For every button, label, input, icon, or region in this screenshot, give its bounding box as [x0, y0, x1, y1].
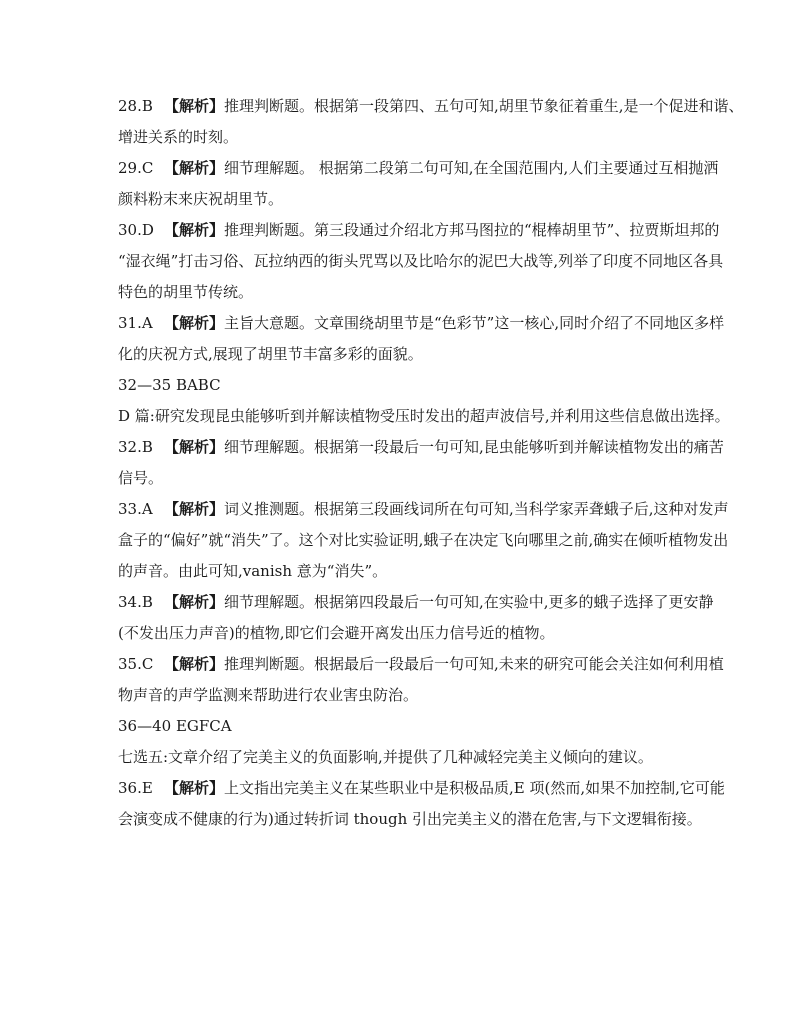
line-text: 盒子的“偏好”就“消失”了。这个对比实验证明,蛾子在决定飞向哪里之前,确实在倾听植物发出	[118, 531, 729, 549]
line-text: 主旨大意题。文章围绕胡里节是“色彩节”这一核心,同时介绍了不同地区多样	[224, 314, 725, 332]
analysis-tag: 【解析】	[164, 159, 225, 177]
text-line	[118, 344, 698, 364]
analysis-tag: 【解析】	[164, 221, 225, 239]
line-text: 词义推测题。根据第三段画线词所在句可知,当科学家弄聋蛾子后,这种对发声	[224, 500, 729, 518]
text-line	[118, 127, 698, 147]
answer-explanations	[118, 96, 744, 840]
line-text: 推理判断题。第三段通过介绍北方邦马图拉的“棍棒胡里节”、拉贾斯坦邦的	[224, 221, 720, 239]
analysis-tag: 【解析】	[164, 593, 225, 611]
question-number: 31.A	[118, 314, 153, 332]
question-number: 36.E	[118, 779, 153, 797]
analysis-tag: 【解析】	[164, 314, 225, 332]
text-line	[118, 809, 702, 829]
line-text: 细节理解题。根据第一段最后一句可知,昆虫能够听到并解读植物发出的痛苦	[224, 438, 724, 456]
line-text: “湿衣绳”打击习俗、瓦拉纳西的街头咒骂以及比哈尔的泥巴大战等,列举了印度不同地区各具	[118, 252, 724, 270]
line-text: 36—40 EGFCA	[118, 717, 232, 735]
text-line	[118, 220, 720, 240]
question-number: 33.A	[118, 500, 153, 518]
line-text: 七选五:文章介绍了完美主义的负面影响,并提供了几种减轻完美主义倾向的建议。	[118, 748, 653, 766]
text-line	[118, 499, 729, 519]
question-number: 28.B	[118, 97, 153, 115]
text-line	[118, 189, 698, 209]
text-line	[118, 654, 724, 674]
text-line	[118, 313, 725, 333]
text-line	[118, 406, 730, 426]
text-line	[118, 747, 698, 767]
text-line	[118, 282, 698, 302]
line-text: 细节理解题。根据第四段最后一句可知,在实验中,更多的蛾子选择了更安静	[224, 593, 714, 611]
text-line	[118, 561, 698, 581]
line-text: 推理判断题。根据最后一段最后一句可知,未来的研究可能会关注如何利用植	[224, 655, 724, 673]
question-number: 32.B	[118, 438, 153, 456]
analysis-tag: 【解析】	[164, 655, 225, 673]
text-line	[118, 530, 729, 550]
question-number: 35.C	[118, 655, 154, 673]
text-line	[118, 685, 698, 705]
line-text: 颜料粉末来庆祝胡里节。	[118, 190, 284, 208]
line-text: D 篇:研究发现昆虫能够听到并解读植物受压时发出的超声波信号,并利用这些信息做出选择。	[118, 407, 730, 425]
analysis-tag: 【解析】	[164, 438, 225, 456]
line-text: 特色的胡里节传统。	[118, 283, 254, 301]
line-text: 32—35 BABC	[118, 376, 221, 394]
text-line	[118, 468, 698, 488]
text-line	[118, 251, 724, 271]
line-text: 增进关系的时刻。	[118, 128, 239, 146]
text-line	[118, 375, 698, 395]
text-line	[118, 778, 725, 798]
analysis-tag: 【解析】	[164, 97, 225, 115]
analysis-tag: 【解析】	[164, 779, 225, 797]
text-line	[118, 592, 714, 612]
analysis-tag: 【解析】	[164, 500, 225, 518]
text-line	[118, 158, 719, 178]
text-line	[118, 96, 744, 116]
text-line	[118, 716, 698, 736]
line-text: 化的庆祝方式,展现了胡里节丰富多彩的面貌。	[118, 345, 423, 363]
line-text: 信号。	[118, 469, 164, 487]
line-text: 会演变成不健康的行为)通过转折词 though 引出完美主义的潜在危害,与下文逻辑衔接。	[118, 810, 702, 828]
question-number: 30.D	[118, 221, 154, 239]
line-text: 上文指出完美主义在某些职业中是积极品质,E 项(然而,如果不加控制,它可能	[224, 779, 725, 797]
text-line	[118, 623, 698, 643]
question-number: 34.B	[118, 593, 153, 611]
line-text: 的声音。由此可知,vanish 意为“消失”。	[118, 562, 388, 580]
line-text: 细节理解题。 根据第二段第二句可知,在全国范围内,人们主要通过互相抛洒	[224, 159, 719, 177]
text-line	[118, 437, 724, 457]
question-number: 29.C	[118, 159, 154, 177]
line-text: 物声音的声学监测来帮助进行农业害虫防治。	[118, 686, 419, 704]
line-text: 推理判断题。根据第一段第四、五句可知,胡里节象征着重生,是一个促进和谐、	[224, 97, 744, 115]
line-text: (不发出压力声音)的植物,即它们会避开离发出压力信号近的植物。	[118, 624, 555, 642]
